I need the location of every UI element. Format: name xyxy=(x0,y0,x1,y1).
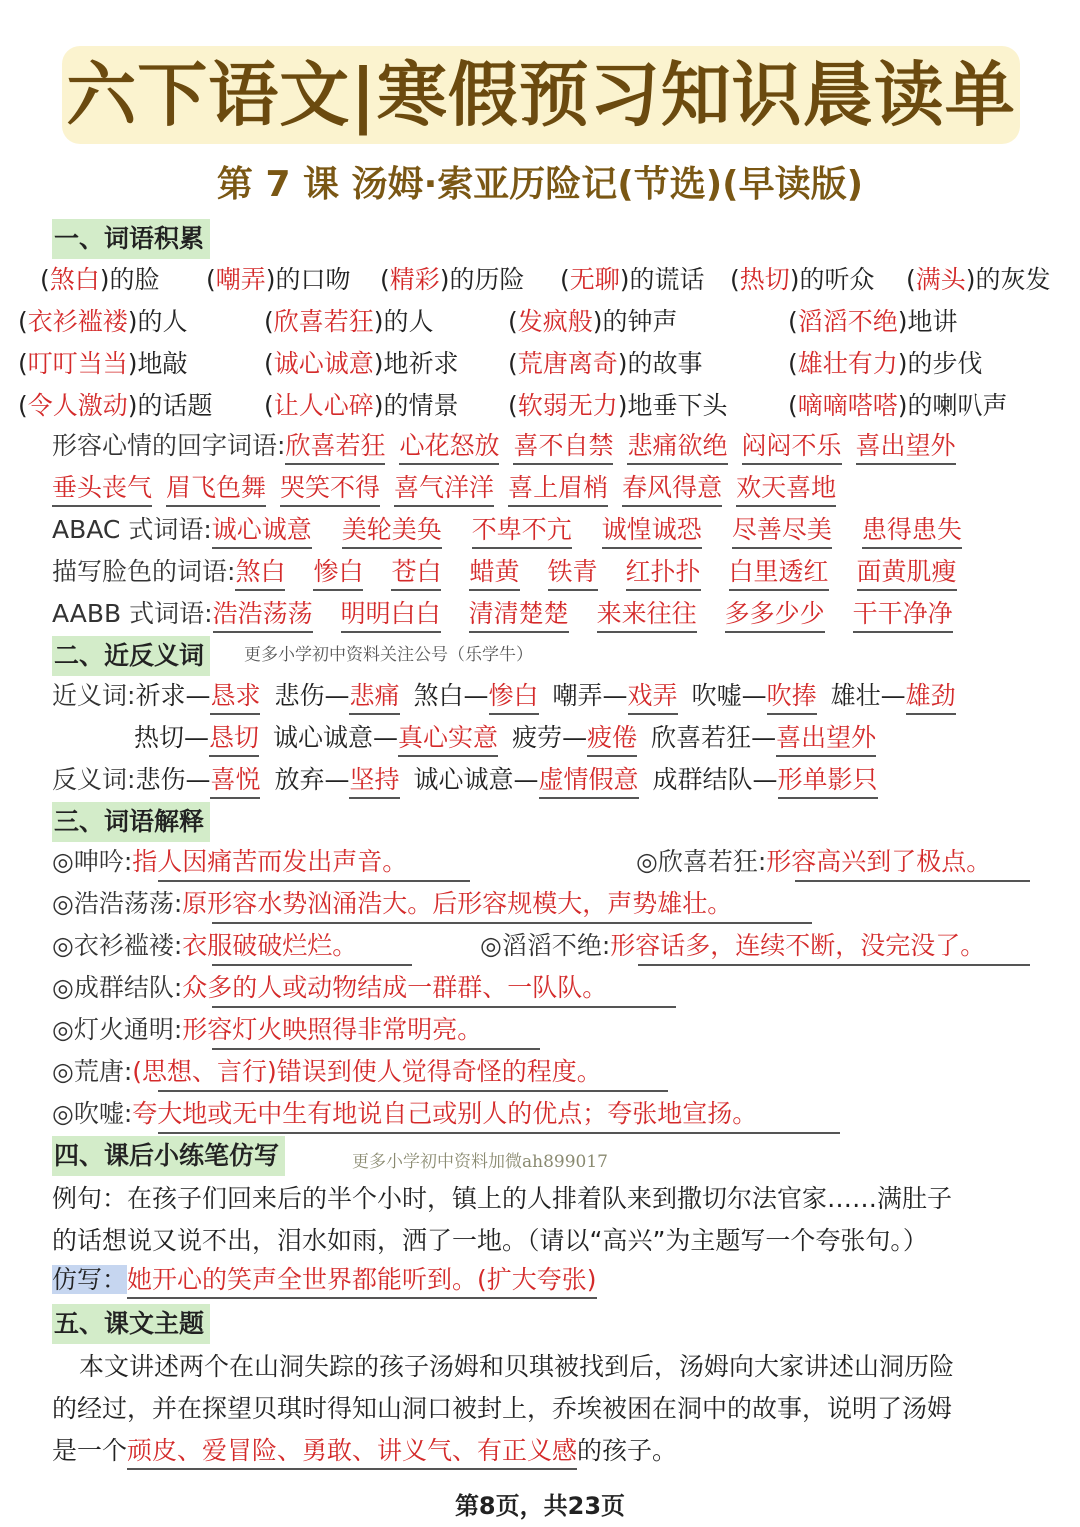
word-pair-answer: 疲倦 xyxy=(587,722,637,757)
vocab-word: 精彩 xyxy=(389,265,440,294)
word-pair-source: 放弃— xyxy=(274,765,350,794)
theme-paragraph xyxy=(52,1346,1042,1472)
vocab-suffix: 的听众 xyxy=(799,265,875,294)
vocab-phrase: (嘀嘀嗒嗒)的喇叭声 xyxy=(788,391,1008,420)
aabb-label: AABB 式词语: xyxy=(52,599,213,628)
vocab-phrase: (滔滔不绝)地讲 xyxy=(788,307,958,336)
theme-text: 的孩子。 xyxy=(577,1436,678,1465)
underlined-word: 不卑不亢 xyxy=(472,514,572,549)
vocab-phrase: (令人激动)的话题 xyxy=(18,391,213,420)
word-pair-source: 诚心诚意— xyxy=(413,765,539,794)
section-heading-synonyms: 二、近反义词 xyxy=(52,636,210,676)
word-pair-answer: 形单影只 xyxy=(778,764,878,799)
definition-item xyxy=(52,1096,757,1132)
underlined-word: 明明白白 xyxy=(341,598,441,633)
word-pair-source: 嘲弄— xyxy=(552,681,628,710)
face-words-row xyxy=(52,554,957,591)
word-pair-answer: 虚情假意 xyxy=(539,764,639,799)
section-heading-practice: 四、课后小练笔仿写 xyxy=(52,1136,285,1176)
vocab-word: 嘲弄 xyxy=(215,265,266,294)
mood-words-row-2 xyxy=(52,470,836,507)
imitation-label: 仿写： xyxy=(52,1265,128,1294)
mood-label: 形容心情的回字词语: xyxy=(52,431,286,460)
vocab-word: 令人激动 xyxy=(27,391,128,420)
word-pair-source: 热切— xyxy=(134,723,210,752)
underlined-word: 浩浩荡荡 xyxy=(213,598,313,633)
underlined-word: 面黄肌瘦 xyxy=(857,556,957,591)
underlined-word: 喜出望外 xyxy=(856,430,956,465)
underlined-word: 垂头丧气 xyxy=(52,472,152,507)
definition-term: ◎吹嘘: xyxy=(52,1099,133,1128)
vocab-word: 诚心诚意 xyxy=(273,349,374,378)
example-line: 例句：在孩子们回来后的半个小时，镇上的人排着队来到撒切尔法官家……满肚子 xyxy=(52,1184,953,1213)
vocab-phrase: (诚心诚意)地祈求 xyxy=(264,349,459,378)
watermark-text: 更多小学初中资料加微ah899017 xyxy=(352,1152,608,1172)
underlined-word: 闷闷不乐 xyxy=(742,430,842,465)
vocab-word: 软弱无力 xyxy=(517,391,618,420)
vocab-word: 满头 xyxy=(915,265,966,294)
vocab-suffix: 地垂下头 xyxy=(627,391,728,420)
vocab-suffix: 的谎话 xyxy=(629,265,705,294)
underlined-word: 红扑扑 xyxy=(626,556,701,591)
synonym-row-1 xyxy=(52,678,956,715)
definition-term: ◎呻吟: xyxy=(52,847,133,876)
vocab-word: 嘀嘀嗒嗒 xyxy=(797,391,898,420)
imitation-answer: 她开心的笑声全世界都能听到。(扩大夸张) xyxy=(127,1264,597,1299)
antonym-label: 反义词: xyxy=(52,765,136,794)
vocab-suffix: 的步伐 xyxy=(907,349,983,378)
answer-underline xyxy=(212,922,812,924)
vocab-word: 滔滔不绝 xyxy=(797,307,898,336)
underlined-word: 白里透红 xyxy=(729,556,829,591)
definition-item xyxy=(636,844,991,880)
watermark-text: 更多小学初中资料关注公号（乐学牛） xyxy=(244,645,533,665)
vocab-word: 发疯般 xyxy=(517,307,593,336)
answer-underline xyxy=(638,964,1030,966)
vocab-suffix: 的情景 xyxy=(383,391,459,420)
vocab-suffix: 的脸 xyxy=(109,265,160,294)
definition-term: ◎灯火通明: xyxy=(52,1015,183,1044)
answer-underline xyxy=(795,880,1030,882)
definition-text: 夸大地或无中生有地说自己或别人的优点；夸张地宣扬。 xyxy=(132,1099,758,1128)
word-pair-source: 煞白— xyxy=(413,681,489,710)
definition-term: ◎欣喜若狂: xyxy=(636,847,767,876)
underlined-word: 尽善尽美 xyxy=(732,514,832,549)
mood-words-row-1 xyxy=(52,428,956,465)
underlined-word: 美轮美奂 xyxy=(342,514,442,549)
underlined-word: 眉飞色舞 xyxy=(166,472,266,507)
definition-item xyxy=(52,1054,602,1090)
vocab-phrase: (叮叮当当)地敲 xyxy=(18,349,188,378)
vocab-suffix: 的历险 xyxy=(449,265,525,294)
underlined-word: 惨白 xyxy=(313,556,363,591)
section-heading-vocab: 一、词语积累 xyxy=(52,219,210,259)
definition-item xyxy=(52,928,357,964)
word-pair-source: 疲劳— xyxy=(512,723,588,752)
answer-underline xyxy=(212,1006,676,1008)
definition-text: 形容话多，连续不断，没完没了。 xyxy=(610,931,986,960)
underlined-word: 欢天喜地 xyxy=(736,472,836,507)
word-pair-answer: 悲痛 xyxy=(349,680,399,715)
underlined-word: 喜不自禁 xyxy=(513,430,613,465)
vocab-suffix: 地讲 xyxy=(907,307,958,336)
vocab-word: 衣衫褴褛 xyxy=(27,307,128,336)
section-heading-theme: 五、课文主题 xyxy=(52,1304,210,1344)
underlined-word: 煞白 xyxy=(235,556,285,591)
vocab-suffix: 的灰发 xyxy=(975,265,1051,294)
word-pair-source: 悲伤— xyxy=(135,765,211,794)
answer-underline xyxy=(158,880,470,882)
underlined-word: 哭笑不得 xyxy=(280,472,380,507)
word-pair-answer: 吹捧 xyxy=(767,680,817,715)
vocab-phrase: (无聊)的谎话 xyxy=(560,265,705,294)
definition-item xyxy=(52,886,732,922)
definition-item xyxy=(480,928,985,964)
word-pair-source: 祈求— xyxy=(135,681,211,710)
vocab-phrase: (嘲弄)的口吻 xyxy=(206,265,351,294)
underlined-word: 清清楚楚 xyxy=(469,598,569,633)
word-pair-answer: 惨白 xyxy=(489,680,539,715)
underlined-word: 诚心诚意 xyxy=(212,514,312,549)
word-pair-source: 悲伤— xyxy=(274,681,350,710)
vocab-suffix: 的喇叭声 xyxy=(907,391,1008,420)
word-pair-source: 成群结队— xyxy=(652,765,778,794)
underlined-word: 蜡黄 xyxy=(469,556,519,591)
underlined-word: 心花怒放 xyxy=(399,430,499,465)
theme-line: 本文讲述两个在山洞失踪的孩子汤姆和贝琪被找到后，汤姆向大家讲述山洞历险 xyxy=(79,1352,955,1381)
definition-item xyxy=(52,970,607,1006)
underlined-word: 诚惶诚恐 xyxy=(602,514,702,549)
underlined-word: 喜气洋洋 xyxy=(394,472,494,507)
word-pair-answer: 喜悦 xyxy=(210,764,260,799)
section-heading-definitions: 三、词语解释 xyxy=(52,802,210,842)
word-pair-source: 欣喜若狂— xyxy=(651,723,777,752)
abac-label: ABAC 式词语: xyxy=(52,515,212,544)
vocab-suffix: 地祈求 xyxy=(383,349,459,378)
vocab-phrase: (欣喜若狂)的人 xyxy=(264,307,434,336)
vocab-suffix: 的话题 xyxy=(137,391,213,420)
vocab-word: 无聊 xyxy=(569,265,620,294)
vocab-word: 让人心碎 xyxy=(273,391,374,420)
theme-keywords: 顽皮、爱冒险、勇敢、讲义气、有正义感 xyxy=(127,1435,577,1470)
lesson-title: 第 7 课 汤姆·索亚历险记(节选)(早读版) xyxy=(216,164,864,205)
face-label: 描写脸色的词语: xyxy=(52,557,236,586)
vocab-phrase: (雄壮有力)的步伐 xyxy=(788,349,983,378)
example-line: 的话想说又说不出，泪水如雨，洒了一地。（请以“高兴”为主题写一个夸张句。） xyxy=(52,1226,928,1255)
underlined-word: 多多少少 xyxy=(725,598,825,633)
answer-underline xyxy=(158,1090,668,1092)
vocab-suffix: 地敲 xyxy=(137,349,188,378)
definition-term: ◎衣衫褴褛: xyxy=(52,931,183,960)
vocab-word: 煞白 xyxy=(49,265,100,294)
vocab-suffix: 的钟声 xyxy=(602,307,678,336)
imitation-row xyxy=(52,1262,597,1299)
definition-text: 众多的人或动物结成一群群、一队队。 xyxy=(182,973,608,1002)
definition-term: ◎荒唐: xyxy=(52,1057,133,1086)
word-pair-source: 诚心诚意— xyxy=(273,723,399,752)
vocab-phrase: (荒唐离奇)的故事 xyxy=(508,349,703,378)
definition-term: ◎成群结队: xyxy=(52,973,183,1002)
vocab-phrase: (煞白)的脸 xyxy=(40,265,160,294)
answer-underline xyxy=(212,964,412,966)
underlined-word: 春风得意 xyxy=(622,472,722,507)
vocab-phrase: (满头)的灰发 xyxy=(906,265,1051,294)
definition-term: ◎滔滔不绝: xyxy=(480,931,611,960)
synonym-label: 近义词: xyxy=(52,681,136,710)
word-pair-source: 吹嘘— xyxy=(691,681,767,710)
vocab-phrase: (精彩)的历险 xyxy=(380,265,525,294)
underlined-word: 喜上眉梢 xyxy=(508,472,608,507)
answer-underline xyxy=(212,1048,540,1050)
vocab-phrase: (热切)的听众 xyxy=(730,265,875,294)
word-pair-answer: 坚持 xyxy=(349,764,399,799)
definition-item xyxy=(52,844,407,880)
underlined-word: 铁青 xyxy=(548,556,598,591)
vocab-suffix: 的口吻 xyxy=(275,265,351,294)
abac-words-row xyxy=(52,512,962,549)
word-pair-source: 雄壮— xyxy=(830,681,906,710)
page-title: 六下语文|寒假预习知识晨读单 xyxy=(66,54,1016,136)
vocab-phrase: (让人心碎)的情景 xyxy=(264,391,459,420)
word-pair-answer: 戏弄 xyxy=(628,680,678,715)
vocab-suffix: 的人 xyxy=(137,307,188,336)
definition-item xyxy=(52,1012,482,1048)
definition-term: ◎浩浩荡荡: xyxy=(52,889,183,918)
definition-text: 形容高兴到了极点。 xyxy=(766,847,992,876)
vocab-suffix: 的人 xyxy=(383,307,434,336)
definition-text: 指人因痛苦而发出声音。 xyxy=(132,847,408,876)
definition-text: 衣服破破烂烂。 xyxy=(182,931,358,960)
underlined-word: 干干净净 xyxy=(853,598,953,633)
word-pair-answer: 喜出望外 xyxy=(776,722,876,757)
theme-line: 的经过，并在探望贝琪时得知山洞口被封上，乔埃被困在洞中的故事，说明了汤姆 xyxy=(52,1394,953,1423)
vocab-word: 叮叮当当 xyxy=(27,349,128,378)
vocab-phrase: (衣衫褴褛)的人 xyxy=(18,307,188,336)
vocab-phrase: (软弱无力)地垂下头 xyxy=(508,391,728,420)
definition-text: 原形容水势汹涌浩大。后形容规模大，声势雄壮。 xyxy=(182,889,733,918)
underlined-word: 来来往往 xyxy=(597,598,697,633)
vocab-word: 欣喜若狂 xyxy=(273,307,374,336)
vocab-word: 热切 xyxy=(739,265,790,294)
page-number: 第8页，共23页 xyxy=(454,1492,626,1520)
definition-text: (思想、言行)错误到使人觉得奇怪的程度。 xyxy=(132,1057,602,1086)
vocab-word: 荒唐离奇 xyxy=(517,349,618,378)
aabb-words-row xyxy=(52,596,953,633)
synonym-row-2 xyxy=(134,720,876,757)
word-pair-answer: 恳切 xyxy=(209,722,259,757)
definition-text: 形容灯火映照得非常明亮。 xyxy=(182,1015,483,1044)
word-pair-answer: 真心实意 xyxy=(398,722,498,757)
antonym-row xyxy=(52,762,878,799)
practice-example xyxy=(52,1178,1042,1262)
theme-line xyxy=(52,1430,1042,1472)
vocab-word: 雄壮有力 xyxy=(797,349,898,378)
answer-underline xyxy=(158,1132,840,1134)
underlined-word: 苍白 xyxy=(391,556,441,591)
underlined-word: 患得患失 xyxy=(862,514,962,549)
word-pair-answer: 恳求 xyxy=(210,680,260,715)
theme-text: 是一个 xyxy=(52,1436,128,1465)
vocab-suffix: 的故事 xyxy=(627,349,703,378)
vocab-phrase: (发疯般)的钟声 xyxy=(508,307,678,336)
underlined-word: 悲痛欲绝 xyxy=(627,430,727,465)
word-pair-answer: 雄劲 xyxy=(906,680,956,715)
underlined-word: 欣喜若狂 xyxy=(285,430,385,465)
